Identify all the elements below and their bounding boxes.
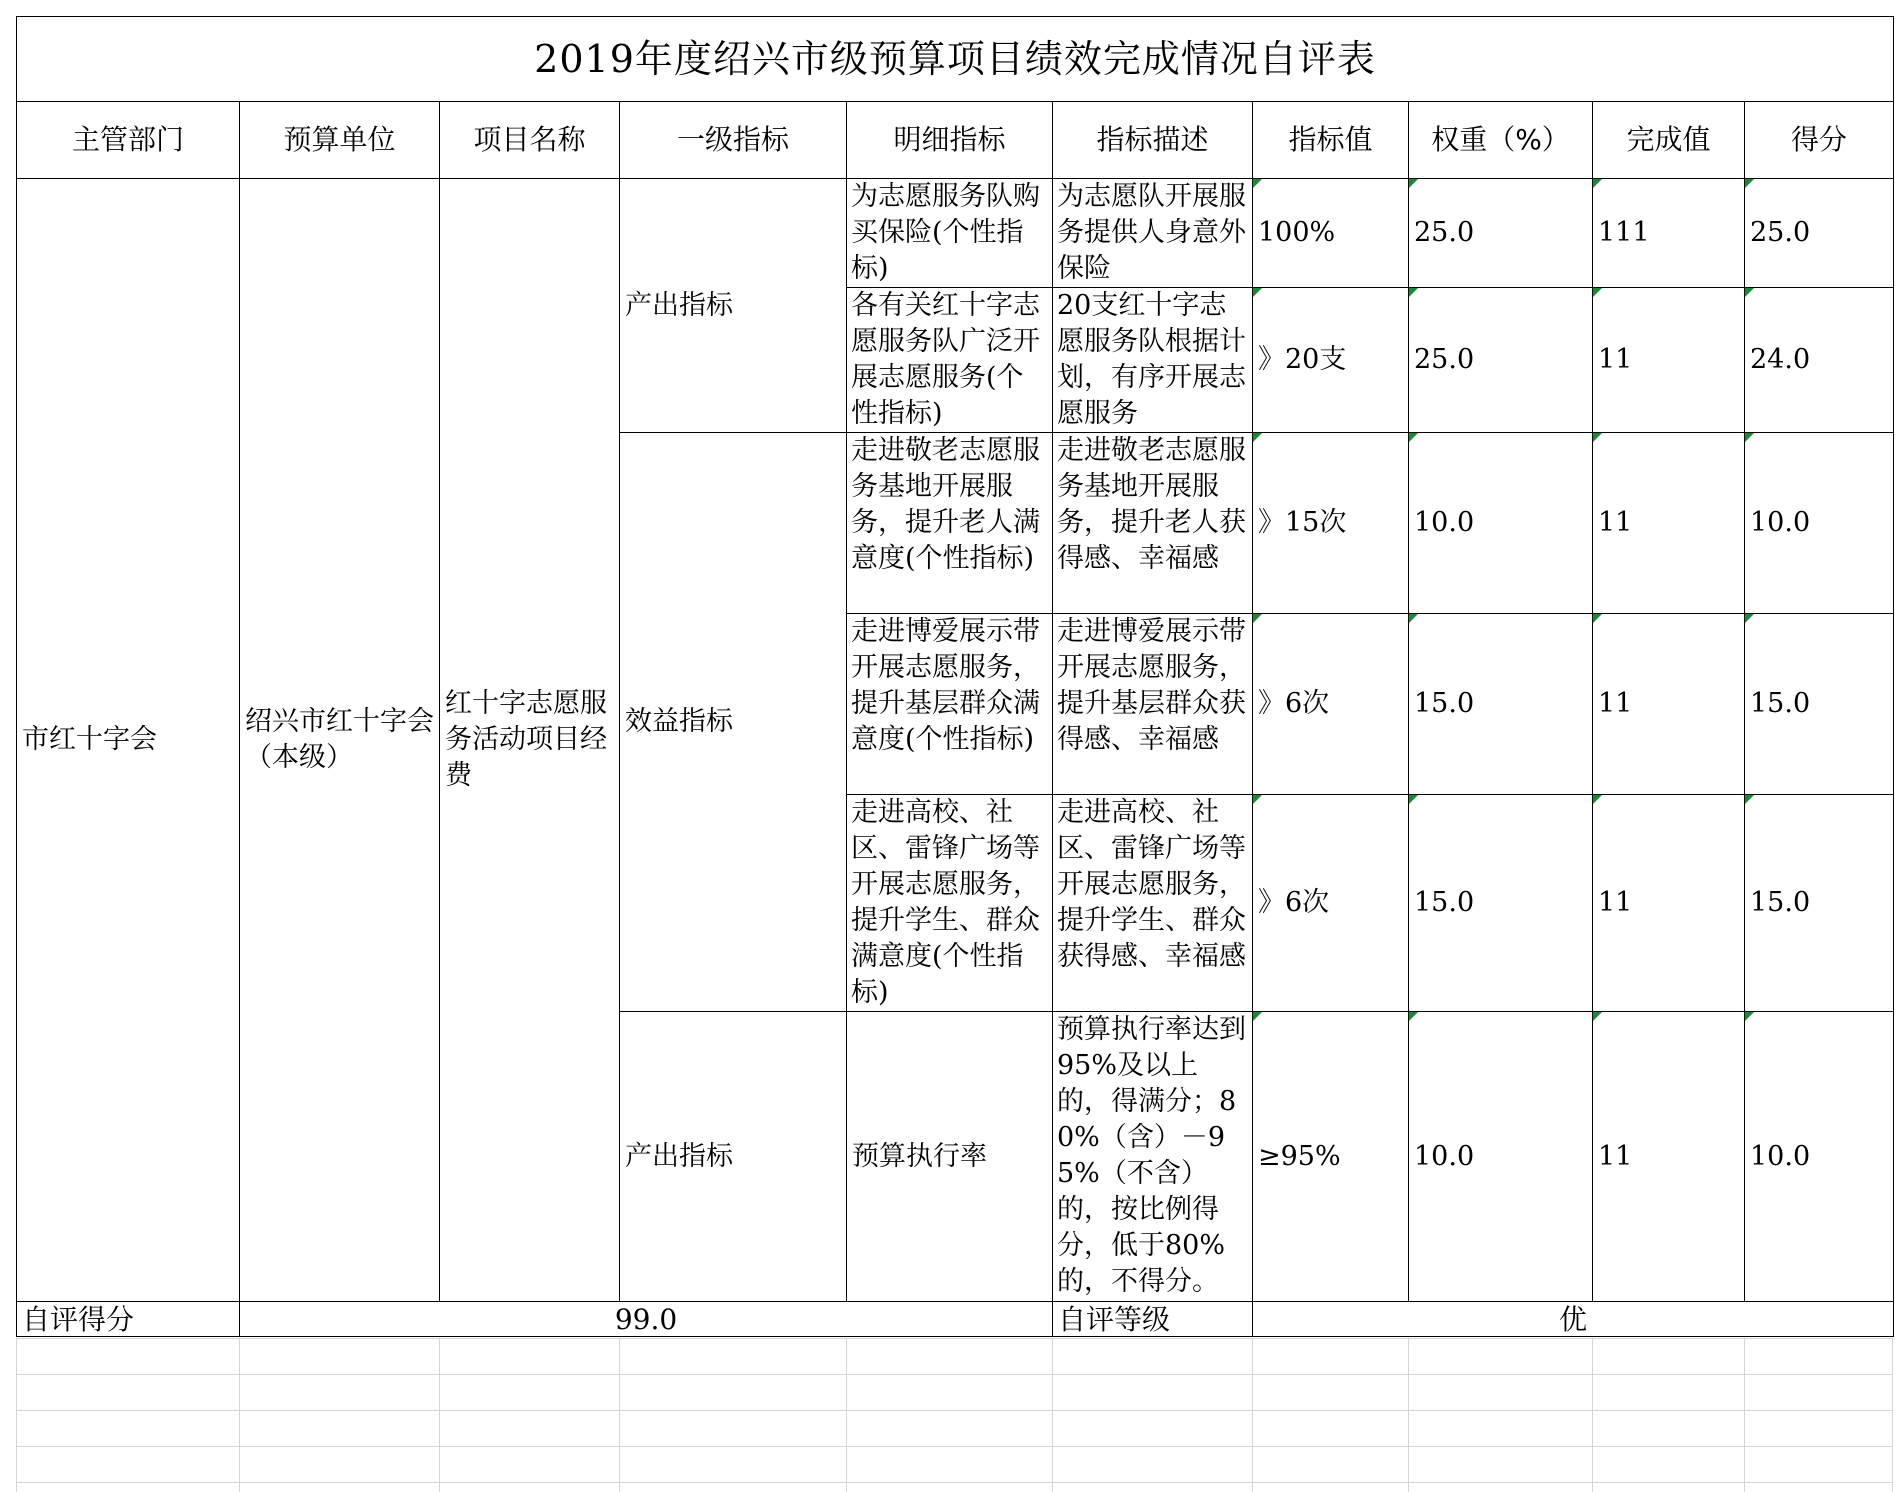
grid-row-line: [16, 1446, 1892, 1447]
indicator-description-cell: 走进高校、社区、雷锋广场等开展志愿服务，提升学生、群众获得感、幸福感: [1053, 795, 1253, 1012]
indicator-description-cell: 20支红十字志愿服务队根据计划，有序开展志愿服务: [1053, 288, 1253, 433]
indicator-value-cell: [1253, 1012, 1409, 1302]
cell-marker-icon: [1409, 433, 1418, 442]
header-actual-value: 完成值: [1593, 102, 1745, 179]
score-text: 15.0: [1750, 887, 1811, 918]
actual-value-cell: [1593, 179, 1745, 288]
actual-value-cell: [1593, 433, 1745, 614]
weight-text: 15.0: [1414, 688, 1475, 719]
weight-text: 10.0: [1414, 507, 1475, 538]
grid-row-line: [16, 1338, 1892, 1339]
grid-row-line: [16, 1482, 1892, 1483]
cell-marker-icon: [1593, 288, 1602, 297]
indicator-value-text: ≥95%: [1258, 1140, 1341, 1172]
weight-cell: [1409, 179, 1593, 288]
cell-marker-icon: [1253, 614, 1262, 623]
header-row: [17, 102, 1894, 179]
project-name-cell: 红十字志愿服务活动项目经费: [440, 179, 620, 1302]
detail-indicator-cell: 为志愿服务队购买保险(个性指标): [847, 179, 1053, 288]
cell-marker-icon: [1409, 179, 1418, 188]
weight-cell: [1409, 288, 1593, 433]
cell-marker-icon: [1409, 288, 1418, 297]
indicator-value-text: 》6次: [1258, 887, 1330, 918]
grid-col-line: [1052, 1338, 1053, 1492]
score-cell: [1745, 795, 1894, 1012]
header-budget-unit: 预算单位: [240, 102, 440, 179]
cell-marker-icon: [1253, 179, 1262, 188]
grid-col-line: [846, 1338, 847, 1492]
cell-marker-icon: [1253, 433, 1262, 442]
budget-unit-cell: 绍兴市红十字会（本级）: [240, 179, 440, 1302]
grid-row-line: [16, 1410, 1892, 1411]
actual-value-cell: [1593, 288, 1745, 433]
cell-marker-icon: [1593, 795, 1602, 804]
self-grade-label: 自评等级: [1053, 1302, 1253, 1337]
indicator-value-text: 》20支: [1258, 344, 1347, 375]
actual-value-cell: [1593, 795, 1745, 1012]
grid-row-line: [16, 1374, 1892, 1375]
cell-marker-icon: [1745, 1012, 1754, 1021]
grid-col-line: [239, 1338, 240, 1492]
cell-marker-icon: [1253, 795, 1262, 804]
indicator-value-cell: [1253, 795, 1409, 1012]
cell-marker-icon: [1253, 288, 1262, 297]
header-detail-indicator: 明细指标: [847, 102, 1053, 179]
cell-marker-icon: [1593, 433, 1602, 442]
header-project-name: 项目名称: [440, 102, 620, 179]
indicator-value-cell: [1253, 614, 1409, 795]
cell-marker-icon: [1593, 614, 1602, 623]
grid-col-line: [16, 1338, 17, 1492]
weight-text: 25.0: [1414, 344, 1475, 375]
weight-cell: [1409, 795, 1593, 1012]
indicator-value-cell: [1253, 288, 1409, 433]
grid-col-line: [1592, 1338, 1593, 1492]
cell-marker-icon: [1745, 433, 1754, 442]
cell-marker-icon: [1409, 1012, 1418, 1021]
indicator-description-cell: 走进敬老志愿服务基地开展服务，提升老人获得感、幸福感: [1053, 433, 1253, 614]
cell-marker-icon: [1593, 179, 1602, 188]
detail-indicator-cell: 预算执行率: [847, 1012, 1053, 1302]
actual-value-text: 111: [1598, 217, 1650, 248]
grid-col-line: [1252, 1338, 1253, 1492]
cell-marker-icon: [1409, 795, 1418, 804]
score-text: 25.0: [1750, 217, 1811, 248]
table-title: 2019年度绍兴市级预算项目绩效完成情况自评表: [17, 17, 1894, 102]
actual-value-cell: [1593, 614, 1745, 795]
weight-cell: [1409, 614, 1593, 795]
detail-indicator-cell: 走进高校、社区、雷锋广场等开展志愿服务，提升学生、群众满意度(个性指标): [847, 795, 1053, 1012]
grid-col-line: [1892, 1338, 1893, 1492]
header-indicator-description: 指标描述: [1053, 102, 1253, 179]
cell-marker-icon: [1745, 179, 1754, 188]
score-text: 24.0: [1750, 344, 1811, 375]
score-cell: [1745, 614, 1894, 795]
header-indicator-value: 指标值: [1253, 102, 1409, 179]
indicator-value-text: 100%: [1258, 217, 1336, 248]
cell-marker-icon: [1253, 1012, 1262, 1021]
actual-value-cell: [1593, 1012, 1745, 1302]
level1-indicator-cell: 效益指标: [620, 433, 847, 1012]
grid-col-line: [1744, 1338, 1745, 1492]
score-text: 10.0: [1750, 1140, 1811, 1172]
score-cell: [1745, 1012, 1894, 1302]
cell-marker-icon: [1409, 614, 1418, 623]
indicator-value-text: 》15次: [1258, 507, 1347, 538]
grid-col-line: [439, 1338, 440, 1492]
score-cell: [1745, 179, 1894, 288]
self-score-label: 自评得分: [17, 1302, 240, 1337]
weight-cell: [1409, 433, 1593, 614]
score-text: 15.0: [1750, 688, 1811, 719]
actual-value-text: 11: [1598, 688, 1633, 719]
header-level1-indicator: 一级指标: [620, 102, 847, 179]
weight-text: 25.0: [1414, 217, 1475, 248]
indicator-value-cell: [1253, 179, 1409, 288]
actual-value-text: 11: [1598, 1140, 1633, 1172]
detail-indicator-cell: 走进敬老志愿服务基地开展服务，提升老人满意度(个性指标): [847, 433, 1053, 614]
indicator-value-text: 》6次: [1258, 688, 1330, 719]
actual-value-text: 11: [1598, 507, 1633, 538]
indicator-description-cell: 走进博爱展示带开展志愿服务，提升基层群众获得感、幸福感: [1053, 614, 1253, 795]
weight-cell: [1409, 1012, 1593, 1302]
score-cell: [1745, 433, 1894, 614]
indicator-description-cell: 为志愿队开展服务提供人身意外保险: [1053, 179, 1253, 288]
score-text: 10.0: [1750, 507, 1811, 538]
level1-indicator-cell: 产出指标: [620, 179, 847, 433]
detail-indicator-cell: 走进博爱展示带开展志愿服务，提升基层群众满意度(个性指标): [847, 614, 1053, 795]
cell-marker-icon: [1745, 795, 1754, 804]
cell-marker-icon: [1593, 1012, 1602, 1021]
cell-marker-icon: [1745, 288, 1754, 297]
self-score-value: 99.0: [240, 1302, 1053, 1337]
actual-value-text: 11: [1598, 887, 1633, 918]
indicator-value-cell: [1253, 433, 1409, 614]
header-weight: 权重（%）: [1409, 102, 1593, 179]
cell-marker-icon: [1745, 614, 1754, 623]
weight-text: 15.0: [1414, 887, 1475, 918]
table-row: [17, 179, 1894, 288]
self-evaluation-table: [16, 16, 1894, 1337]
actual-value-text: 11: [1598, 344, 1633, 375]
indicator-description-cell: 预算执行率达到95%及以上的，得满分；80%（含）－95%（不含）的，按比例得分，低于80%的，不得分。: [1053, 1012, 1253, 1302]
department-cell: 市红十字会: [17, 179, 240, 1302]
weight-text: 10.0: [1414, 1140, 1475, 1172]
score-cell: [1745, 288, 1894, 433]
detail-indicator-cell: 各有关红十字志愿服务队广泛开展志愿服务(个性指标): [847, 288, 1053, 433]
level1-indicator-cell: 产出指标: [620, 1012, 847, 1302]
header-department: 主管部门: [17, 102, 240, 179]
footer-row: [17, 1302, 1894, 1337]
grid-col-line: [619, 1338, 620, 1492]
grid-col-line: [1408, 1338, 1409, 1492]
self-grade-value: 优: [1253, 1302, 1894, 1337]
header-score: 得分: [1745, 102, 1894, 179]
